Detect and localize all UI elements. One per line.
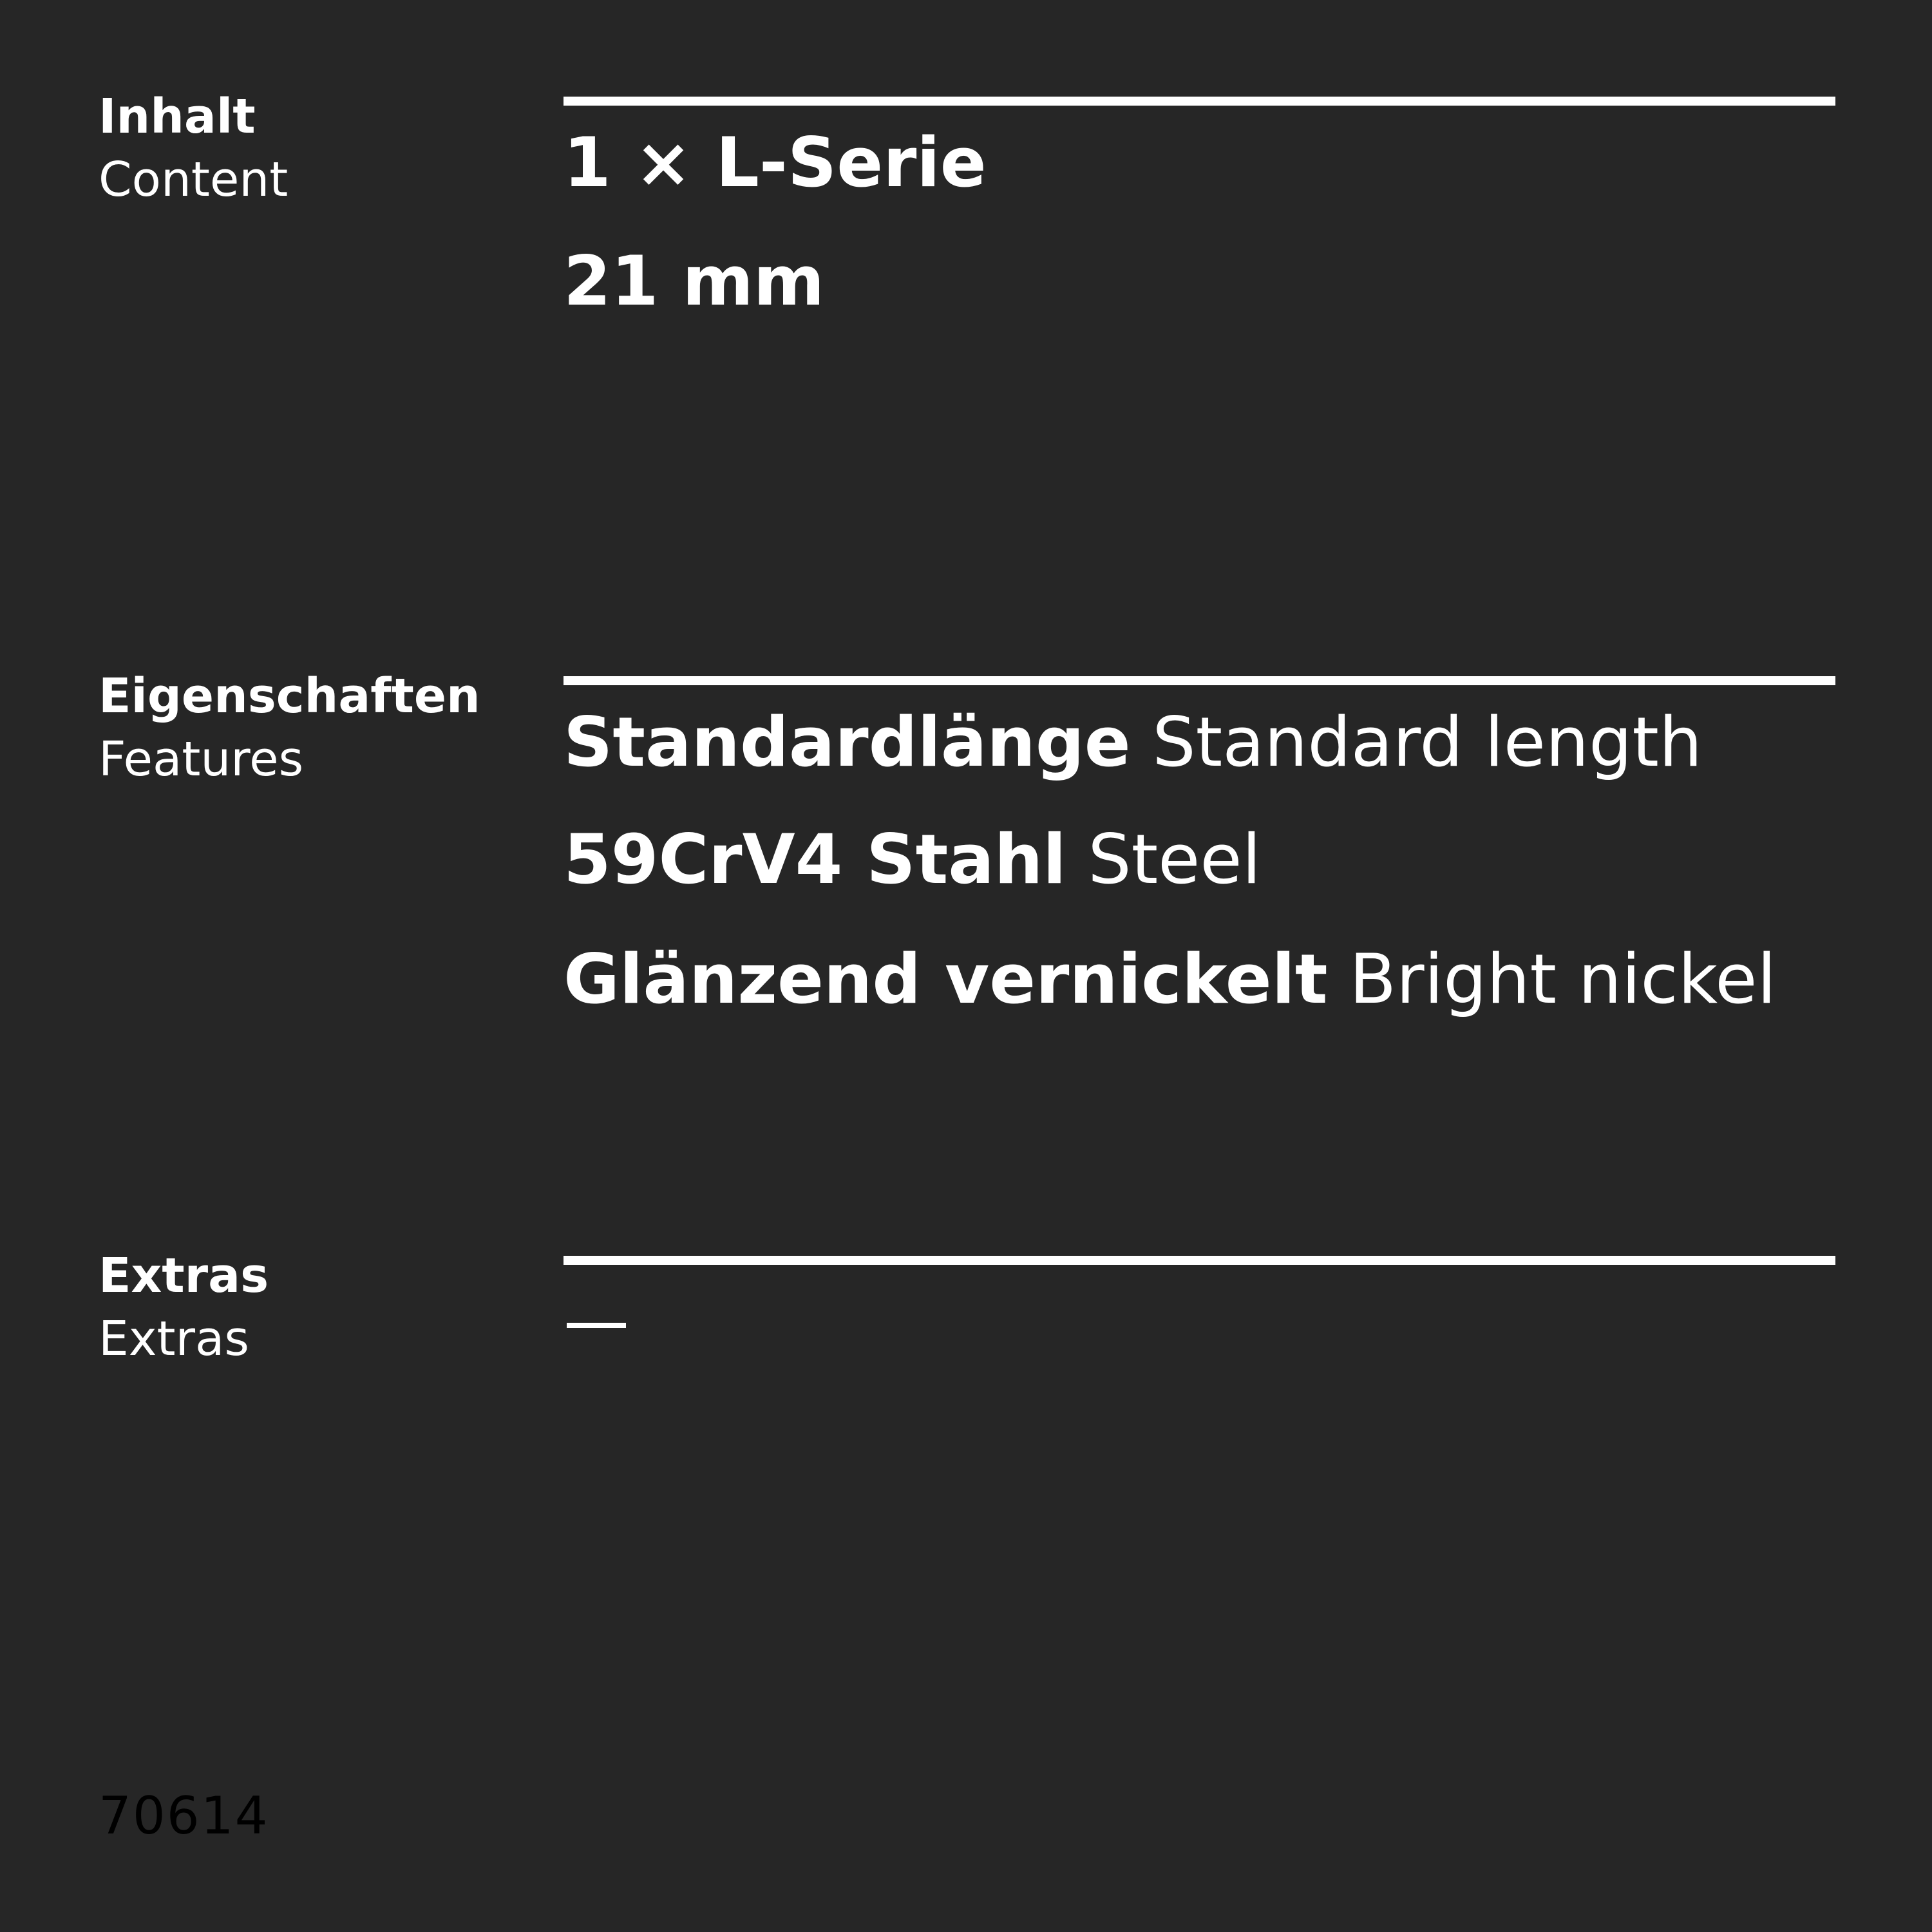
section-label-features [99,665,549,791]
section-label-content [99,85,549,211]
section-title-en: Features [99,732,304,787]
section-label-extras [99,1244,549,1370]
feature-line-de: 59CrV4 Stahl [564,820,1066,899]
feature-line [564,701,1702,784]
section-divider [564,97,1835,106]
feature-line-de: Standardlänge [564,703,1131,782]
section-divider [564,676,1835,685]
feature-line [564,818,1261,902]
section-title-en: Extras [99,1311,249,1367]
feature-line-en: Standard length [1152,703,1703,782]
section-title-de: Eigenschaften [99,668,480,724]
content-line [564,121,987,205]
section-title-de: Extras [99,1248,269,1303]
section-divider [564,1256,1835,1265]
article-number: 70614 [99,1786,269,1846]
feature-line-en: Steel [1088,820,1262,899]
section-title-en: Content [99,152,289,207]
section-title-de: Inhalt [99,89,256,144]
feature-line [564,938,1776,1021]
content-line-de: 1 × L-Serie [564,123,987,202]
feature-line-en: Bright nickel [1349,940,1776,1019]
content-line-de: 21 mm [564,242,825,321]
empty-value-dash [567,1323,626,1328]
content-line [564,240,824,323]
feature-line-de: Glänzend vernickelt [564,940,1328,1019]
